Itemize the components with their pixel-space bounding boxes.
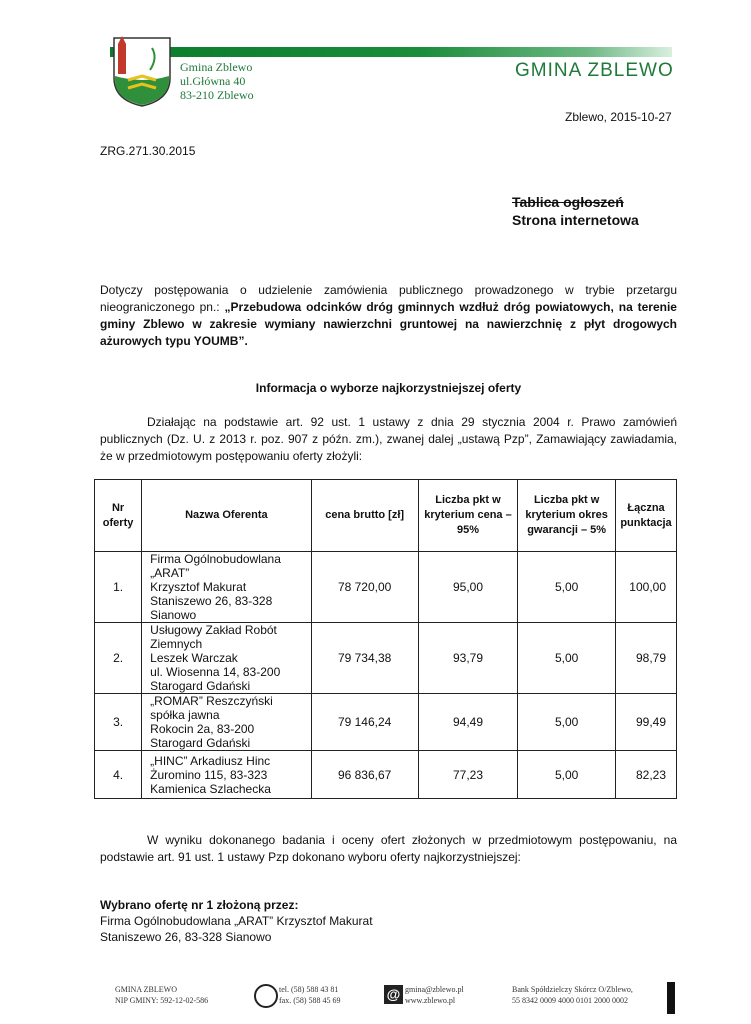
- cell-total: 82,23: [616, 751, 677, 799]
- intro-paragraph: [100, 282, 677, 350]
- table-row: [95, 751, 677, 799]
- org-name: Gmina Zblewo: [180, 60, 253, 74]
- cell-pts-price: 93,79: [418, 623, 518, 694]
- footer-web: [405, 984, 464, 1006]
- footer-name: GMINA ZBLEWO: [115, 985, 177, 994]
- org-postal: 83-210 Zblewo: [180, 88, 254, 102]
- intro-bold: „Przebudowa odcinków dróg gminnych wzdłuż dróg powiatowych, na terenie gminy Zblewo w zakresie wymiany nawierzchni gruntowej na nawierzchnię z płyt drogowych ażurowych typu YOUMB”.: [100, 300, 677, 348]
- footer-email[interactable]: gmina@zblewo.pl: [405, 985, 464, 994]
- footer-account: 55 8342 0009 4000 0101 2000 0002: [512, 996, 628, 1005]
- cell-name: Usługowy Zakład Robót Ziemnych Leszek Warczak ul. Wiosenna 14, 83-200 Starogard Gdański: [142, 623, 311, 694]
- cell-name: Firma Ogólnobudowlana „ARAT” Krzysztof Makurat Staniszewo 26, 83-328 Sianowo: [142, 552, 311, 623]
- cell-pts-warranty: 5,00: [518, 751, 616, 799]
- cell-pts-warranty: 5,00: [518, 623, 616, 694]
- section-title: Informacja o wyborze najkorzystniejszej oferty: [255, 381, 522, 395]
- paragraph-1: Działając na podstawie art. 92 ust. 1 ustawy z dnia 29 stycznia 2004 r. Prawo zamówień publicznych (Dz. U. z 2013 r. poz. 907 z późn. zm.), zwanej dalej „ustawą Pzp”, Zamawiający zawiadamia, że w przedmiotowym postępowaniu oferty złożyli:: [100, 415, 677, 463]
- footer-tel: tel. (58) 588 43 81: [279, 985, 339, 994]
- footer-end-bar: [667, 982, 675, 1014]
- cell-pts-price: 94,49: [418, 694, 518, 751]
- footer-phones: [279, 984, 341, 1006]
- col-header-total: Łączna punktacja: [616, 480, 677, 552]
- cell-name: „ROMAR” Reszczyński spółka jawna Rokocin 2a, 83-200 Starogard Gdański: [142, 694, 311, 751]
- cell-nr: 3.: [95, 694, 142, 751]
- col-header-price: cena brutto [zł]: [311, 480, 418, 552]
- cell-pts-warranty: 5,00: [518, 694, 616, 751]
- phone-icon: [254, 984, 278, 1008]
- footer-fax: fax. (58) 588 45 69: [279, 996, 341, 1005]
- col-header-nr: Nr oferty: [95, 480, 142, 552]
- chosen-line-1: Firma Ogólnobudowlana „ARAT” Krzysztof Makurat: [100, 914, 373, 928]
- org-address: [180, 60, 254, 102]
- intro-plain: Dotyczy postępowania o udzielenie zamówienia publicznego prowadzonego w trybie przetargu nieograniczonego pn.:: [100, 283, 677, 314]
- recipient-active: Strona internetowa: [512, 212, 639, 228]
- table-row: [95, 552, 677, 623]
- org-street: ul.Główna 40: [180, 74, 246, 88]
- paragraph-2: W wyniku dokonanego badania i oceny ofert złożonych w przedmiotowym postępowaniu, na podstawie art. 91 ust. 1 ustawy Pzp dokonano wyboru oferty najkorzystniejszej:: [100, 833, 677, 864]
- footer-nip: NIP GMINY: 592-12-02-586: [115, 996, 209, 1005]
- table-header-row: [95, 480, 677, 552]
- cell-nr: 1.: [95, 552, 142, 623]
- footer-bank-name: Bank Spółdzielczy Skórcz O/Zblewo,: [512, 985, 633, 994]
- cell-price: 79 734,38: [311, 623, 418, 694]
- offers-table: [94, 479, 677, 799]
- footer-bank: [512, 984, 633, 1006]
- table-row: [95, 694, 677, 751]
- cell-nr: 4.: [95, 751, 142, 799]
- header-title: GMINA ZBLEWO: [515, 60, 674, 81]
- document-date: Zblewo, 2015-10-27: [565, 110, 672, 124]
- cell-price: 96 836,67: [311, 751, 418, 799]
- crest-logo: [112, 36, 172, 108]
- cell-total: 98,79: [616, 623, 677, 694]
- cell-pts-price: 77,23: [418, 751, 518, 799]
- col-header-name: Nazwa Oferenta: [142, 480, 311, 552]
- cell-price: 78 720,00: [311, 552, 418, 623]
- reference-number: ZRG.271.30.2015: [100, 144, 196, 158]
- footer-www[interactable]: www.zblewo.pl: [405, 996, 456, 1005]
- footer-org: [115, 984, 208, 1006]
- at-icon: @: [384, 985, 403, 1004]
- chosen-heading: Wybrano ofertę nr 1 złożoną przez:: [100, 898, 299, 912]
- cell-total: 100,00: [616, 552, 677, 623]
- chosen-line-2: Staniszewo 26, 83-328 Sianowo: [100, 930, 272, 944]
- cell-name: „HINC” Arkadiusz Hinc Żuromino 115, 83-323 Kamienica Szlachecka: [142, 751, 311, 799]
- cell-price: 79 146,24: [311, 694, 418, 751]
- col-header-pts-warranty: Liczba pkt w kryterium okres gwarancji – 5%: [518, 480, 616, 552]
- cell-total: 99,49: [616, 694, 677, 751]
- cell-nr: 2.: [95, 623, 142, 694]
- cell-pts-warranty: 5,00: [518, 552, 616, 623]
- cell-pts-price: 95,00: [418, 552, 518, 623]
- col-header-pts-price: Liczba pkt w kryterium cena – 95%: [418, 480, 518, 552]
- header-bar: [110, 47, 672, 57]
- table-row: [95, 623, 677, 694]
- recipient-struck: Tablica ogłoszeń: [512, 194, 624, 210]
